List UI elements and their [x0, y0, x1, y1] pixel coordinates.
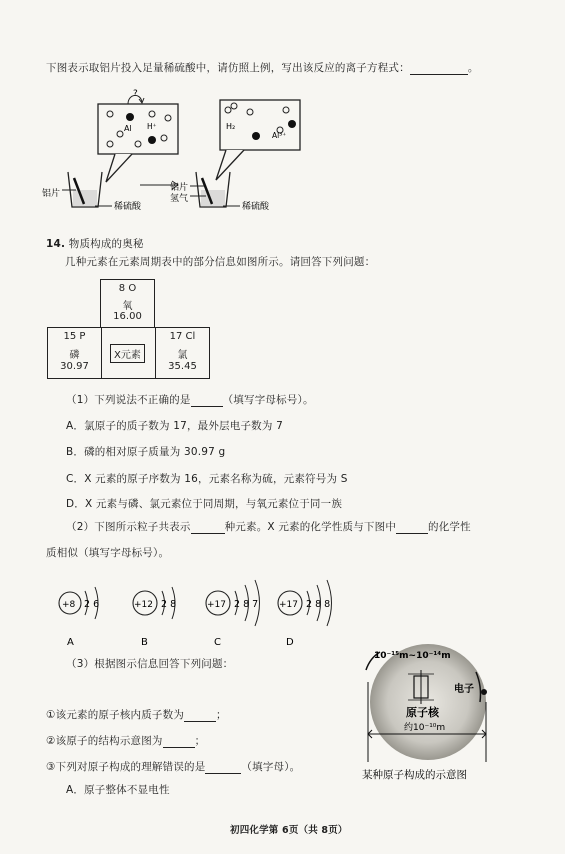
- oxygen-number-symbol: 8 O: [118, 283, 137, 294]
- atom-c-nucleus: +17: [207, 600, 226, 610]
- answer-blank-part3-q1[interactable]: [184, 710, 216, 722]
- right-strip-label: 铝片: [170, 183, 189, 193]
- part1-suffix: （填写字母标号）。: [222, 394, 314, 406]
- intro-line: [46, 60, 479, 75]
- atom-d: [278, 580, 332, 648]
- atom-d-letter: D: [286, 637, 294, 648]
- left-strip-label: 铝片: [42, 189, 61, 199]
- atom-a-shells: 2 6: [84, 599, 100, 610]
- part3-q2-suffix: ；: [194, 735, 206, 747]
- answer-blank-part3-q2[interactable]: [163, 736, 195, 748]
- answer-blank-part2a[interactable]: [191, 522, 225, 534]
- part2-middle: 种元素。X 元素的化学性质与下图中: [224, 521, 397, 533]
- right-acid-label: 稀硫酸: [242, 202, 270, 212]
- part3-q2: [46, 733, 205, 748]
- option-a: A．氯原子的质子数为 17，最外层电子数为 7: [66, 420, 283, 432]
- h-ion-label: H⁺: [147, 122, 157, 131]
- option-b: B．磷的相对原子质量为 30.97 g: [66, 446, 226, 458]
- part3-q1-prefix: ①该元素的原子核内质子数为: [46, 709, 185, 721]
- answer-blank-part1[interactable]: [191, 395, 223, 407]
- h-ion: [149, 111, 155, 117]
- part3-title: （3）根据图示信息回答下列问题：: [66, 658, 234, 670]
- left-acid-label: 稀硫酸: [114, 202, 142, 212]
- atom-b-letter: B: [141, 637, 148, 648]
- pt-cell-chlorine: [155, 327, 210, 379]
- atom-a-nucleus: +8: [62, 600, 76, 610]
- part2-suffix: 的化学性: [428, 521, 471, 533]
- pt-cell-x: [101, 327, 156, 379]
- atom-diagrams: [50, 565, 350, 655]
- atom-composition-figure: [358, 642, 498, 782]
- atom-a-letter: A: [67, 637, 74, 648]
- phosphorus-number-symbol: 15 P: [63, 331, 86, 342]
- question-mark: ?: [133, 89, 138, 99]
- oxygen-name: 氧: [122, 301, 133, 312]
- phosphorus-name: 磷: [69, 350, 80, 361]
- part3-q3-prefix: ③下列对原子构成的理解错误的是: [46, 761, 206, 773]
- right-gas-label: 氢气: [170, 194, 189, 204]
- page-footer: 初四化学第 6页（共 8页）: [230, 825, 348, 836]
- al-atom: [126, 113, 134, 121]
- reaction-diagram: [40, 82, 340, 222]
- al3-label: Al³⁺: [272, 131, 287, 140]
- al-label: Al: [124, 124, 132, 133]
- atom-b-shells: 2 8: [161, 599, 177, 610]
- atom-b-nucleus: +12: [134, 600, 153, 610]
- pt-cell-phosphorus: [47, 327, 102, 379]
- part3-q1: [46, 707, 227, 722]
- q14-intro: 几种元素在元素周期表中的部分信息如图所示。请回答下列问题：: [65, 256, 376, 268]
- electron-label: 电子: [454, 684, 474, 695]
- electron-dot: [481, 689, 487, 695]
- part3-q2-prefix: ②该原子的结构示意图为: [46, 735, 163, 747]
- q14-title: 物质构成的奥秘: [68, 238, 144, 250]
- atom-d-nucleus: +17: [279, 600, 298, 610]
- atom-a: [59, 587, 99, 648]
- atom-c: [206, 580, 260, 648]
- chlorine-mass: 35.45: [168, 361, 197, 372]
- atom-c-shells: 2 8 7: [234, 599, 259, 610]
- chlorine-name: 氯: [177, 350, 188, 361]
- part1-prefix: （1）下列说法不正确的是: [66, 394, 191, 406]
- atom-c-letter: C: [214, 637, 221, 648]
- option-d: D．X 元素与磷、氯元素位于同周期，与氧元素位于同一族: [66, 498, 343, 510]
- chlorine-number-symbol: 17 Cl: [169, 331, 196, 342]
- size-range-label: 10⁻¹⁵m~10⁻¹⁴m: [374, 651, 451, 661]
- h2-label: H₂: [226, 122, 236, 131]
- figure-caption: 某种原子构成的示意图: [362, 769, 467, 781]
- oxygen-mass: 16.00: [113, 311, 142, 322]
- answer-blank-part2b[interactable]: [396, 522, 428, 534]
- part2-prefix: （2）下图所示粒子共表示: [66, 521, 191, 533]
- nucleus-label: 原子核: [406, 706, 439, 719]
- electron-cloud: [370, 644, 486, 760]
- part2-line2: 质相似（填写字母标号）。: [46, 547, 170, 559]
- answer-blank-part3-q3[interactable]: [205, 762, 241, 774]
- atom-b: [133, 587, 176, 648]
- option-c: C．X 元素的原子序数为 16，元素名称为硫，元素符号为 S: [66, 473, 348, 485]
- part3-q3-suffix: （填字母）。: [241, 761, 301, 773]
- part1-question: [66, 392, 314, 407]
- q14-heading: [46, 236, 144, 251]
- nucleus-size-label: 约10⁻¹⁰m: [404, 723, 446, 733]
- part2-question: [66, 519, 471, 534]
- part3-q3: [46, 759, 300, 774]
- x-element-label: X元素: [110, 344, 145, 363]
- pt-cell-oxygen: [100, 279, 155, 328]
- q14-number: 14.: [46, 238, 66, 250]
- atom-d-shells: 2 8 8: [306, 599, 331, 610]
- part3-q1-suffix: ；: [216, 709, 227, 721]
- part3-option-a: A．原子整体不显电性: [66, 784, 170, 796]
- phosphorus-mass: 30.97: [60, 361, 89, 372]
- period: 。: [467, 62, 479, 74]
- answer-blank-equation[interactable]: [410, 63, 468, 75]
- intro-text: 下图表示取铝片投入足量稀硫酸中，请仿照上例，写出该反应的离子方程式：: [46, 62, 410, 74]
